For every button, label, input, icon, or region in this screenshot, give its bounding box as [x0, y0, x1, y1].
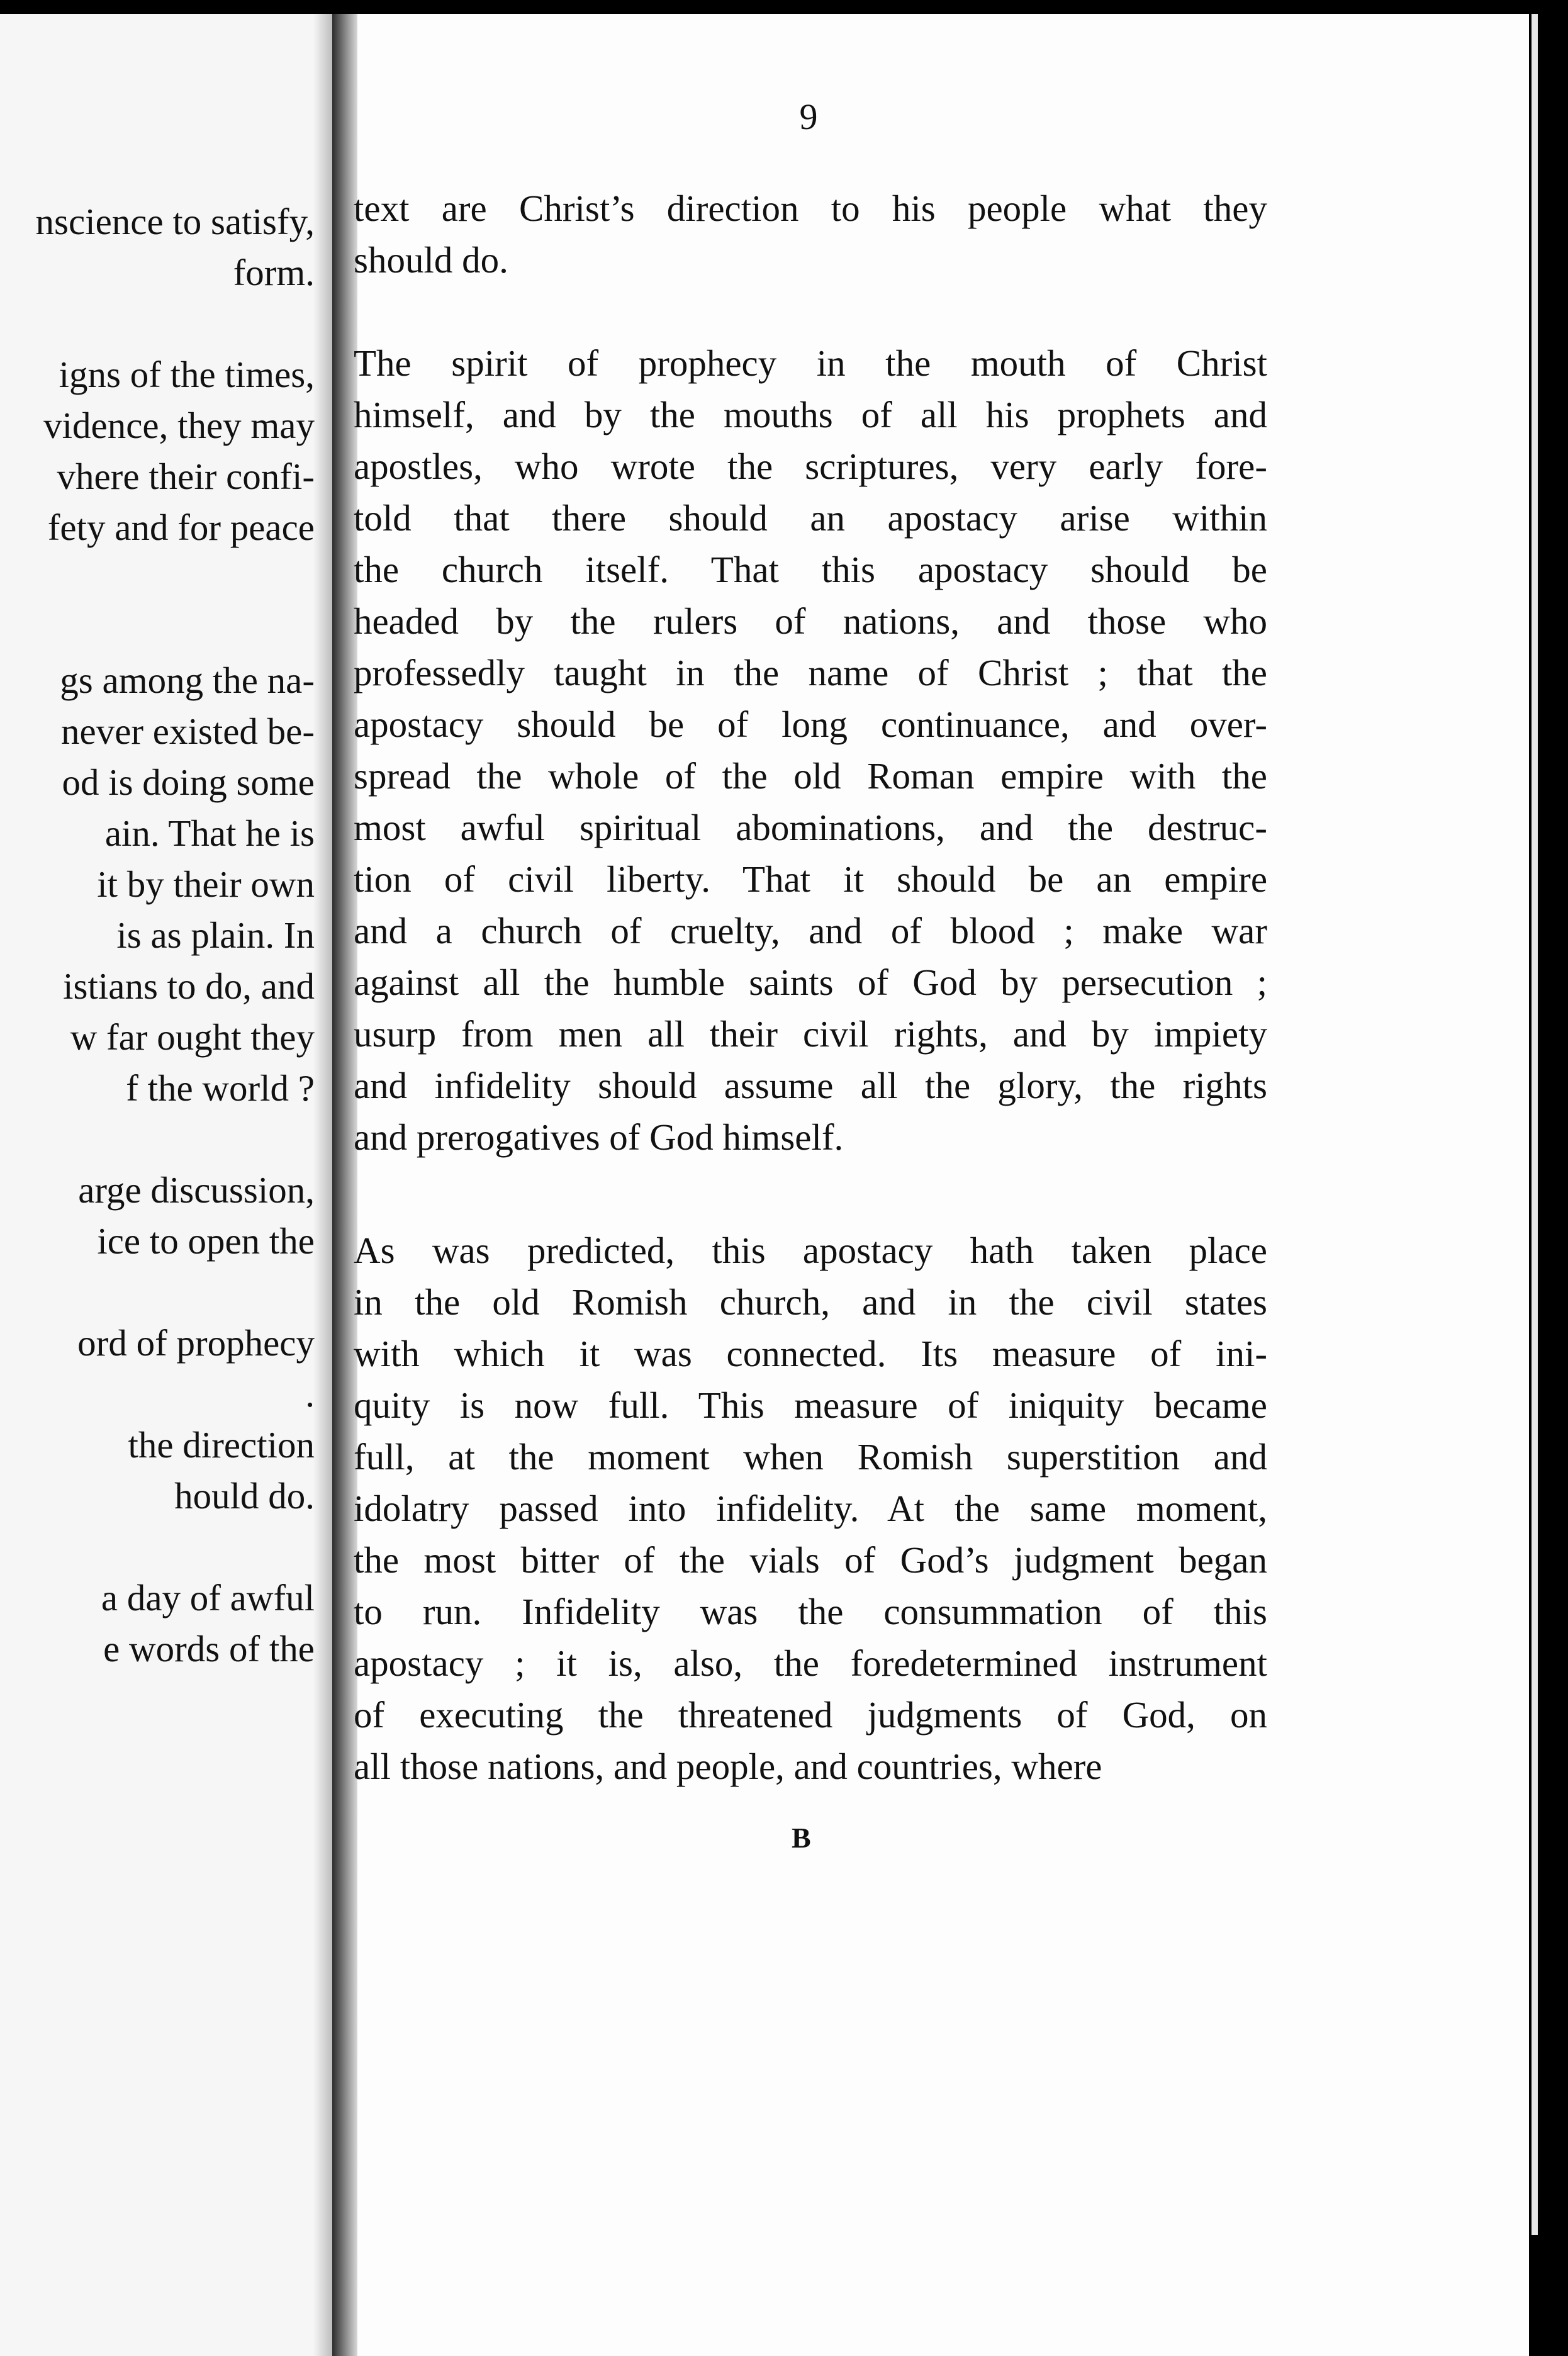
text-line: of executing the threatened judgments of God, on — [354, 1694, 1267, 1736]
left-page-text-fragment — [0, 196, 315, 1674]
text-line: the most bitter of the vials of God’s judgment began — [354, 1539, 1267, 1581]
left-fragment-line: istians to do, and — [63, 965, 315, 1007]
scan-top-border — [0, 0, 1568, 14]
text-line: should do. — [354, 239, 508, 281]
text-line: The spirit of prophecy in the mouth of Christ — [354, 342, 1267, 384]
left-fragment-line: never existed be- — [61, 710, 315, 752]
text-line: told that there should an apostacy arise within — [354, 497, 1267, 539]
text-line: himself, and by the mouths of all his prophets and — [354, 394, 1267, 435]
paragraph-2 — [354, 337, 1267, 1163]
text-line: most awful spiritual abominations, and the destruc- — [354, 807, 1267, 848]
text-line: text are Christ’s direction to his people what they — [354, 188, 1267, 229]
text-line: and a church of cruelty, and of blood ; make war — [354, 910, 1267, 951]
left-fragment-line: ain. That he is — [104, 812, 315, 854]
left-fragment-line — [0, 1522, 315, 1573]
left-fragment-line: form. — [233, 252, 315, 293]
left-fragment-line: gs among the na- — [60, 659, 315, 701]
text-line: all those nations, and people, and countries, where — [354, 1746, 1102, 1787]
page-number: 9 — [799, 96, 818, 137]
text-line: the church itself. That this apostacy should be — [354, 549, 1267, 590]
text-line: apostacy ; it is, also, the foredetermined instrument — [354, 1642, 1267, 1684]
left-fragment-line: f the world ? — [126, 1067, 315, 1109]
text-line: apostles, who wrote the scriptures, very early fore- — [354, 446, 1267, 487]
paragraph-3 — [354, 1225, 1267, 1792]
text-line: spread the whole of the old Roman empire with the — [354, 755, 1267, 797]
text-line: with which it was connected. Its measure of ini- — [354, 1333, 1267, 1374]
text-line: quity is now full. This measure of iniquity became — [354, 1384, 1267, 1426]
text-line: As was predicted, this apostacy hath taken place — [354, 1230, 1267, 1271]
text-line: apostacy should be of long continuance, and over- — [354, 704, 1267, 745]
left-fragment-line: is as plain. In — [116, 914, 315, 956]
text-line: professedly taught in the name of Christ ; that the — [354, 652, 1267, 693]
text-line: and prerogatives of God himself. — [354, 1116, 844, 1158]
text-line: in the old Romish church, and in the civil states — [354, 1281, 1267, 1323]
left-fragment-line — [0, 1267, 315, 1318]
page-edge-strip — [1532, 14, 1538, 2235]
text-line: and infidelity should assume all the glory, the rights — [354, 1065, 1267, 1106]
left-fragment-line: ord of prophecy — [77, 1322, 315, 1364]
left-fragment-line: nscience to satisfy, — [35, 201, 315, 242]
left-fragment-line: arge discussion, — [78, 1169, 315, 1211]
paragraph-1 — [354, 182, 1267, 286]
left-fragment-line: a day of awful — [101, 1577, 315, 1618]
left-fragment-line: vhere their confi- — [57, 456, 315, 497]
text-line: usurp from men all their civil rights, and by impiety — [354, 1013, 1267, 1055]
left-fragment-line — [0, 604, 315, 655]
text-line: tion of civil liberty. That it should be an empire — [354, 858, 1267, 900]
left-fragment-line: . — [305, 1373, 315, 1415]
left-page — [0, 14, 332, 2356]
left-fragment-line: fety and for peace — [47, 507, 315, 548]
left-fragment-line: the direction — [128, 1424, 315, 1466]
text-line: full, at the moment when Romish superstition and — [354, 1436, 1267, 1478]
left-fragment-line: hould do. — [174, 1475, 315, 1517]
left-fragment-line: od is doing some — [62, 761, 315, 803]
left-fragment-line: ice to open the — [97, 1220, 315, 1262]
left-fragment-line: w far ought they — [70, 1016, 315, 1058]
left-fragment-line — [0, 553, 315, 604]
text-line: idolatry passed into infidelity. At the same moment, — [354, 1488, 1267, 1529]
left-fragment-line: vidence, they may — [43, 405, 315, 446]
scan-right-border — [1529, 0, 1568, 2356]
left-fragment-line: igns of the times, — [59, 354, 315, 395]
left-fragment-line: e words of the — [103, 1628, 315, 1669]
left-page-gutter-shadow — [313, 14, 332, 2356]
text-line: headed by the rulers of nations, and those who — [354, 600, 1267, 642]
left-fragment-line: it by their own — [97, 863, 315, 905]
text-line: against all the humble saints of God by persecution ; — [354, 962, 1267, 1003]
signature-mark: B — [792, 1822, 811, 1854]
text-line: to run. Infidelity was the consummation of this — [354, 1591, 1267, 1632]
left-fragment-line — [0, 1114, 315, 1165]
left-fragment-line — [0, 298, 315, 349]
